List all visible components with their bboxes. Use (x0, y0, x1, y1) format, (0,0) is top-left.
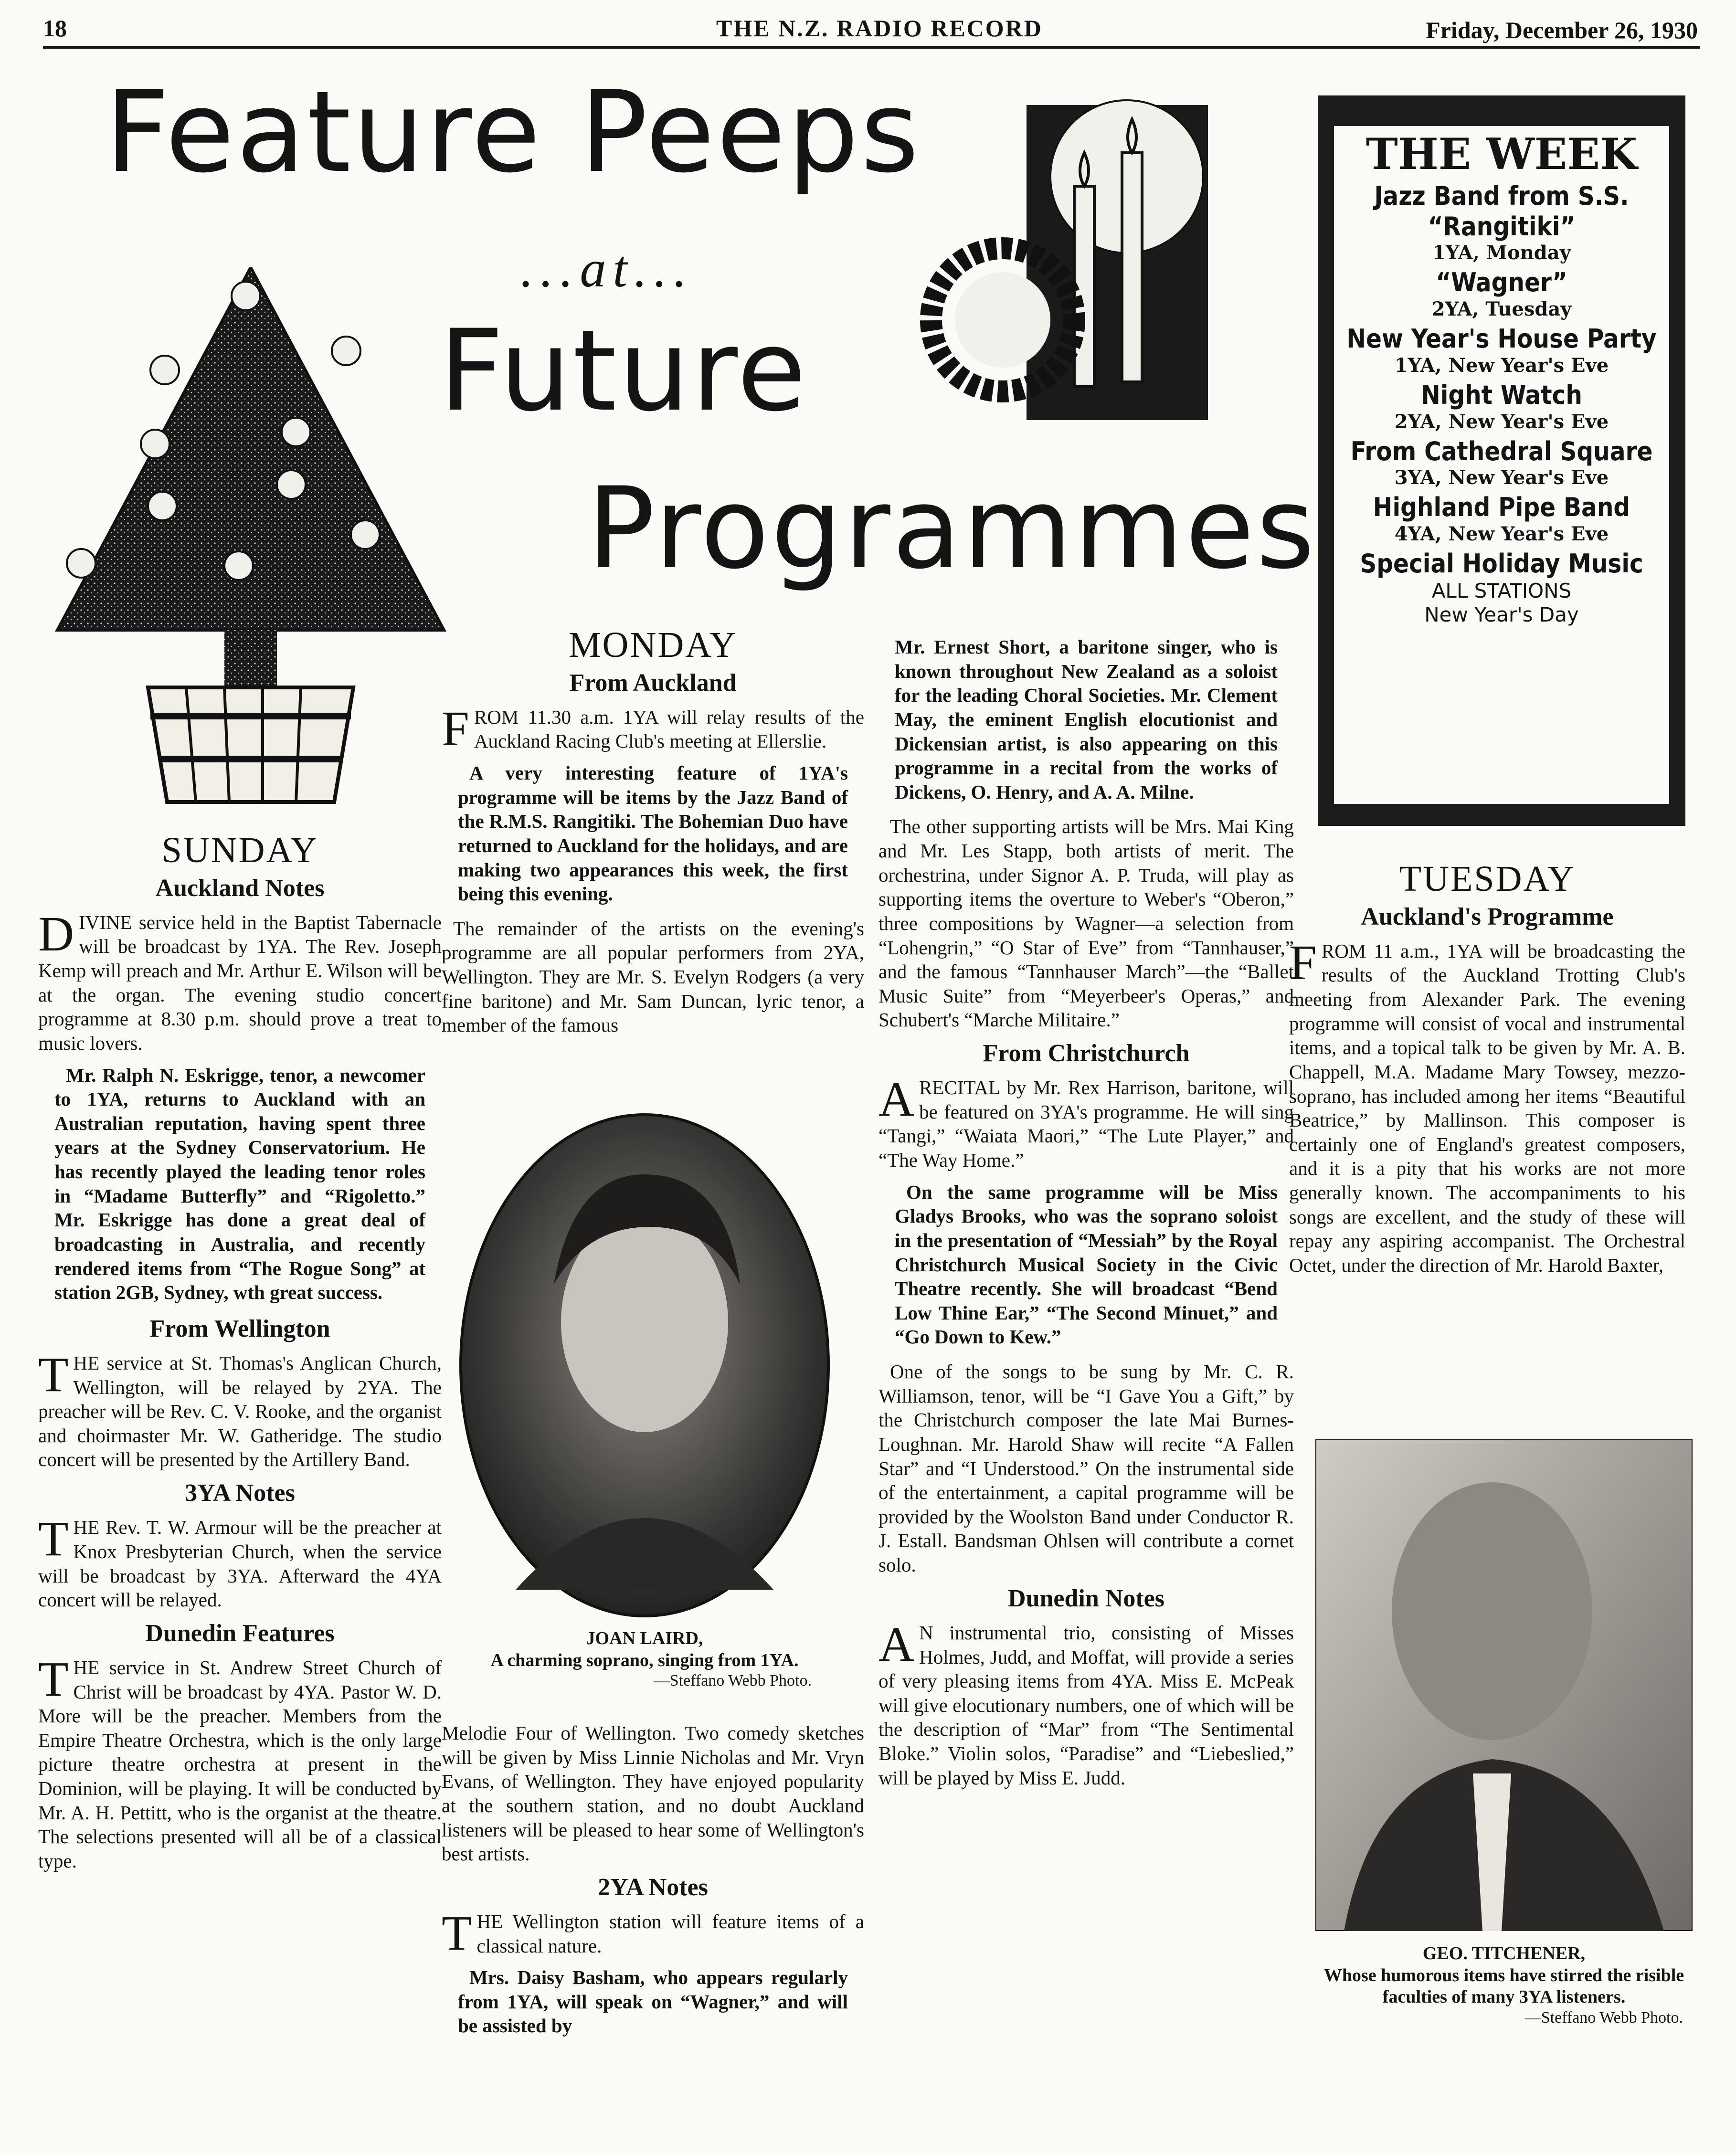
geo-titchener-photo (1315, 1439, 1693, 1931)
week-item-station: 1YA, New Year's Eve (1394, 354, 1609, 377)
subheading: Auckland's Programme (1361, 903, 1614, 930)
article-paragraph: Melodie Four of Wellington. Two comedy sketches will be given by Miss Linnie Nicholas and Mr. Vryn Evans, of Wellington. They have enjoyed popularity at the southern station, and no doubt Auckland listeners will be pleased to hear some of Wellington's best artists. (442, 1722, 864, 1865)
week-item-name: “Wagner” (1436, 267, 1567, 298)
subheading: 2YA Notes (598, 1873, 708, 1901)
title-at: ...at... (520, 240, 694, 298)
portrait-face (1392, 1482, 1592, 1740)
masthead (43, 10, 1698, 48)
week-item-station: 3YA, New Year's Eve (1394, 466, 1609, 489)
tuesday-heading: TUESDAY (1399, 859, 1576, 899)
tuesday-column (1289, 859, 1685, 1285)
geo-titchener-caption (1315, 1943, 1693, 2028)
week-item-station: 1YA, Monday (1432, 242, 1571, 264)
the-week-inner (1334, 126, 1669, 804)
joan-laird-photo (458, 1112, 831, 1618)
wreath-center (955, 272, 1050, 368)
article-paragraph (38, 1651, 442, 1873)
drop-cap: A (879, 1072, 915, 1127)
drop-cap: D (38, 906, 74, 961)
paragraph-text: HE service in St. Andrew Street Church of Christ will be broadcast by 4YA. Pastor W. D. More will be the preacher. Members from the Empire Theatre Orchestra, which is the only large picture theatre orchestra at present in the Dominion, will be playing. It will be conducted by Mr. A. H. Pettitt, who is the organist at the theatre. The selections presented will all be of a classical type. (38, 1656, 442, 1872)
sunday-column (38, 831, 442, 1881)
caption-description: A charming soprano, singing from 1YA. (490, 1650, 799, 1670)
flower-pot (148, 687, 353, 802)
subheading: From Wellington (149, 1315, 330, 1342)
article-paragraph (1289, 935, 1685, 1277)
drop-cap: A (879, 1616, 915, 1672)
article-paragraph (442, 701, 864, 756)
monday-column-continued (442, 1721, 864, 2048)
monday-column-three (879, 635, 1294, 1797)
subheading: Dunedin Features (145, 1619, 335, 1647)
monday-heading: MONDAY (568, 625, 738, 665)
subheading: From Auckland (569, 669, 737, 697)
paragraph-text: IVINE service held in the Baptist Tabernacle will be broadcast by 1YA. The Rev. Joseph Kemp will preach and Mr. Arthur E. Wilson will be at the organ. The evening studio concert programme at 8.30 p.m. should prove a treat to music lovers. (38, 911, 442, 1054)
paragraph-text: N instrumental trio, consisting of Misses Holmes, Judd, and Moffat, will provide a series of very pleasing items from 4YA. Miss E. McPeak will give elocutionary numbers, one of which will be the description of “Mar” from “The Sentimental Bloke.” Violin solos, “Paradise” and “Liebeslied,” will be played by Miss E. Judd. (879, 1621, 1294, 1789)
bold-paragraph: Mrs. Daisy Basham, who appears regularly from 1YA, will speak on “Wagner,” and will be assisted by (458, 1966, 848, 2037)
drop-cap: F (442, 701, 469, 756)
subheading: 3YA Notes (185, 1479, 295, 1507)
article-paragraph (38, 1511, 442, 1612)
photo-credit: —Steffano Webb Photo. (653, 1672, 812, 1690)
paragraph-text: HE Rev. T. W. Armour will be the preacher at Knox Presbyterian Church, when the service will be broadcast by 3YA. Afterward the 4YA concert will be relayed. (38, 1516, 442, 1611)
paragraph-text: ROM 11.30 a.m. 1YA will relay results of the Auckland Racing Club's meeting at Ellerslie. (474, 706, 864, 752)
week-item-station: 4YA, New Year's Eve (1394, 523, 1609, 546)
article-paragraph (38, 1347, 442, 1472)
bold-paragraph: A very interesting feature of 1YA's programme will be items by the Jazz Band of the R.M.S. Rangitiki. The Bohemian Duo have returned to Auckland for the holidays, and are making two appearances this week, the first being this evening. (458, 762, 848, 905)
week-item-station: 2YA, New Year's Eve (1394, 410, 1609, 433)
week-item-name: From Cathedral Square (1350, 436, 1653, 466)
bold-paragraph: Mr. Ernest Short, a baritone singer, who is known throughout New Zealand as a soloist for the leading Choral Societies. Mr. Clement May, the eminent English elocutionist and Dickensian artist, is also appearing on this programme in a recital from the works of Dickens, O. Henry, and A. A. Milne. (895, 636, 1278, 803)
joan-laird-caption (449, 1628, 840, 1691)
article-paragraph: The remainder of the artists on the evening's programme are all popular performers from 2YA, Wellington. They are Mr. S. Evelyn Rodgers (a very fine baritone) and Mr. Sam Duncan, lyric tenor, a member of the famous (442, 917, 864, 1036)
bold-paragraph: Mr. Ralph N. Eskrigge, tenor, a newcomer to 1YA, returns to Auckland with an Australian reputation, having spent three years at the Sydney Conservatorium. He has recently played the leading tenor roles in “Madame Butterfly” and “Rigoletto.” Mr. Eskrigge has done a great deal of broadcasting in Australia, and recently rendered items from “The Rogue Song” at station 2GB, Sydney, wth great success. (54, 1064, 425, 1304)
drop-cap: F (1289, 935, 1317, 990)
article-paragraph (38, 906, 442, 1055)
article-paragraph (879, 1616, 1294, 1790)
paragraph-text: ROM 11 a.m., 1YA will be broadcasting the results of the Auckland Trotting Club's meeting from Alexander Park. The evening programme will consist of vocal and instrumental items, and a topical talk to be given by Mr. A. B. Chappell, M.A. Madame Mary Towsey, mezzo-soprano, has included among her items “Beautiful Beatrice,” by Mallinson. This composer is certainly one of England's greatest composers, and it is a pity that his works are not more generally known. The accompaniments to his songs are excellent, and the study of these will repay any aspiring accompanist. The Orchestral Octet, under the direction of Mr. Harold Baxter, (1289, 939, 1685, 1276)
christmas-tree-illustration (53, 267, 449, 807)
drop-cap: T (38, 1347, 69, 1402)
monday-column (442, 625, 864, 1045)
week-item-name: Jazz Band from S.S. “Rangitiki” (1374, 181, 1629, 242)
publication-title: THE N.Z. RADIO RECORD (716, 15, 1043, 42)
article-paragraph (879, 1072, 1294, 1172)
article-paragraph: The other supporting artists will be Mrs. Mai King and Mr. Les Stapp, both artists of merit. The orchestrina, under Signor A. P. Truda, will play as supporting items the overture to Weber's “Oberon,” three compositions by Wagner—a selection from “Lohengrin,” “O Star of Eve” from “Tannhauser,” and the famous “Tannhauser March”—the “Ballet Music Suite” from “Meyerbeer's Operas,” and Schubert's “Marche Militaire.” (879, 815, 1294, 1031)
sunday-heading: SUNDAY (161, 830, 318, 870)
paragraph-text: HE service at St. Thomas's Anglican Church, Wellington, will be relayed by 2YA. The preacher will be Rev. C. V. Rooke, and the organist and choirmaster Mr. W. Gatheridge. The studio concert will be presented by the Artillery Band. (38, 1351, 442, 1471)
week-item-station: ALL STATIONS (1431, 579, 1572, 602)
photo-credit: —Steffano Webb Photo. (1524, 2008, 1683, 2026)
page-number: 18 (43, 15, 67, 42)
week-item-name: New Year's House Party (1346, 324, 1657, 354)
week-item-station: 2YA, Tuesday (1431, 298, 1572, 321)
bold-paragraph: On the same programme will be Miss Gladys Brooks, who was the soprano soloist in the presentation of “Messiah” by the Royal Christchurch Musical Society in the Civic Theatre recently. She will broadcast “Bend Low Thine Ear,” “The Second Minuet,” and “Go Down to Kew.” (895, 1181, 1278, 1348)
masthead-rule (43, 46, 1700, 49)
caption-name: JOAN LAIRD, (586, 1628, 703, 1648)
caption-description: Whose humorous items have stirred the risible faculties of many 3YA listeners. (1323, 1965, 1684, 2007)
article-paragraph: One of the songs to be sung by Mr. C. R. Williamson, tenor, will be “I Gave You a Gift,” by the Christchurch composer the late Mai Burnes-Loughnan. Mr. Harold Shaw will recite “A Fallen Star” and “I Understood.” On the instrumental side of the entertainment, a capital programme will be provided by the Woolston Band under Conductor R. J. Estall. Bandsman Ohlsen will contribute a cornet solo. (879, 1361, 1294, 1576)
the-week-title: THE WEEK (1366, 129, 1638, 179)
subheading: From Christchurch (983, 1040, 1190, 1067)
tree-trunk (224, 630, 277, 687)
caption-name: GEO. TITCHENER, (1422, 1943, 1586, 1963)
candles-wreath-illustration (917, 95, 1213, 430)
the-week-box (1318, 95, 1685, 826)
week-item-name: Special Holiday Music (1360, 549, 1643, 579)
issue-date: Friday, December 26, 1930 (1426, 17, 1698, 43)
title-future: Future (439, 306, 808, 436)
week-item-station-day: New Year's Day (1424, 603, 1579, 627)
drop-cap: T (38, 1511, 69, 1567)
paragraph-text: HE Wellington station will feature items of a classical nature. (476, 1910, 864, 1957)
week-item-name: Night Watch (1421, 380, 1582, 410)
week-item-name: Highland Pipe Band (1373, 492, 1630, 523)
title-programmes: Programmes (587, 464, 1317, 594)
article-paragraph (442, 1905, 864, 1961)
subheading: Dunedin Notes (1008, 1584, 1164, 1612)
drop-cap: T (38, 1651, 69, 1707)
paragraph-text: RECITAL by Mr. Rex Harrison, baritone, will be featured on 3YA's programme. He will sing “Tangi,” “Waiata Maori,” “The Lute Player,” and “The Way Home.” (879, 1076, 1294, 1171)
tree-body (57, 267, 444, 630)
drop-cap: T (442, 1905, 472, 1961)
subheading: Auckland Notes (155, 874, 325, 902)
title-feature-peeps: Feature Peeps (105, 67, 921, 198)
